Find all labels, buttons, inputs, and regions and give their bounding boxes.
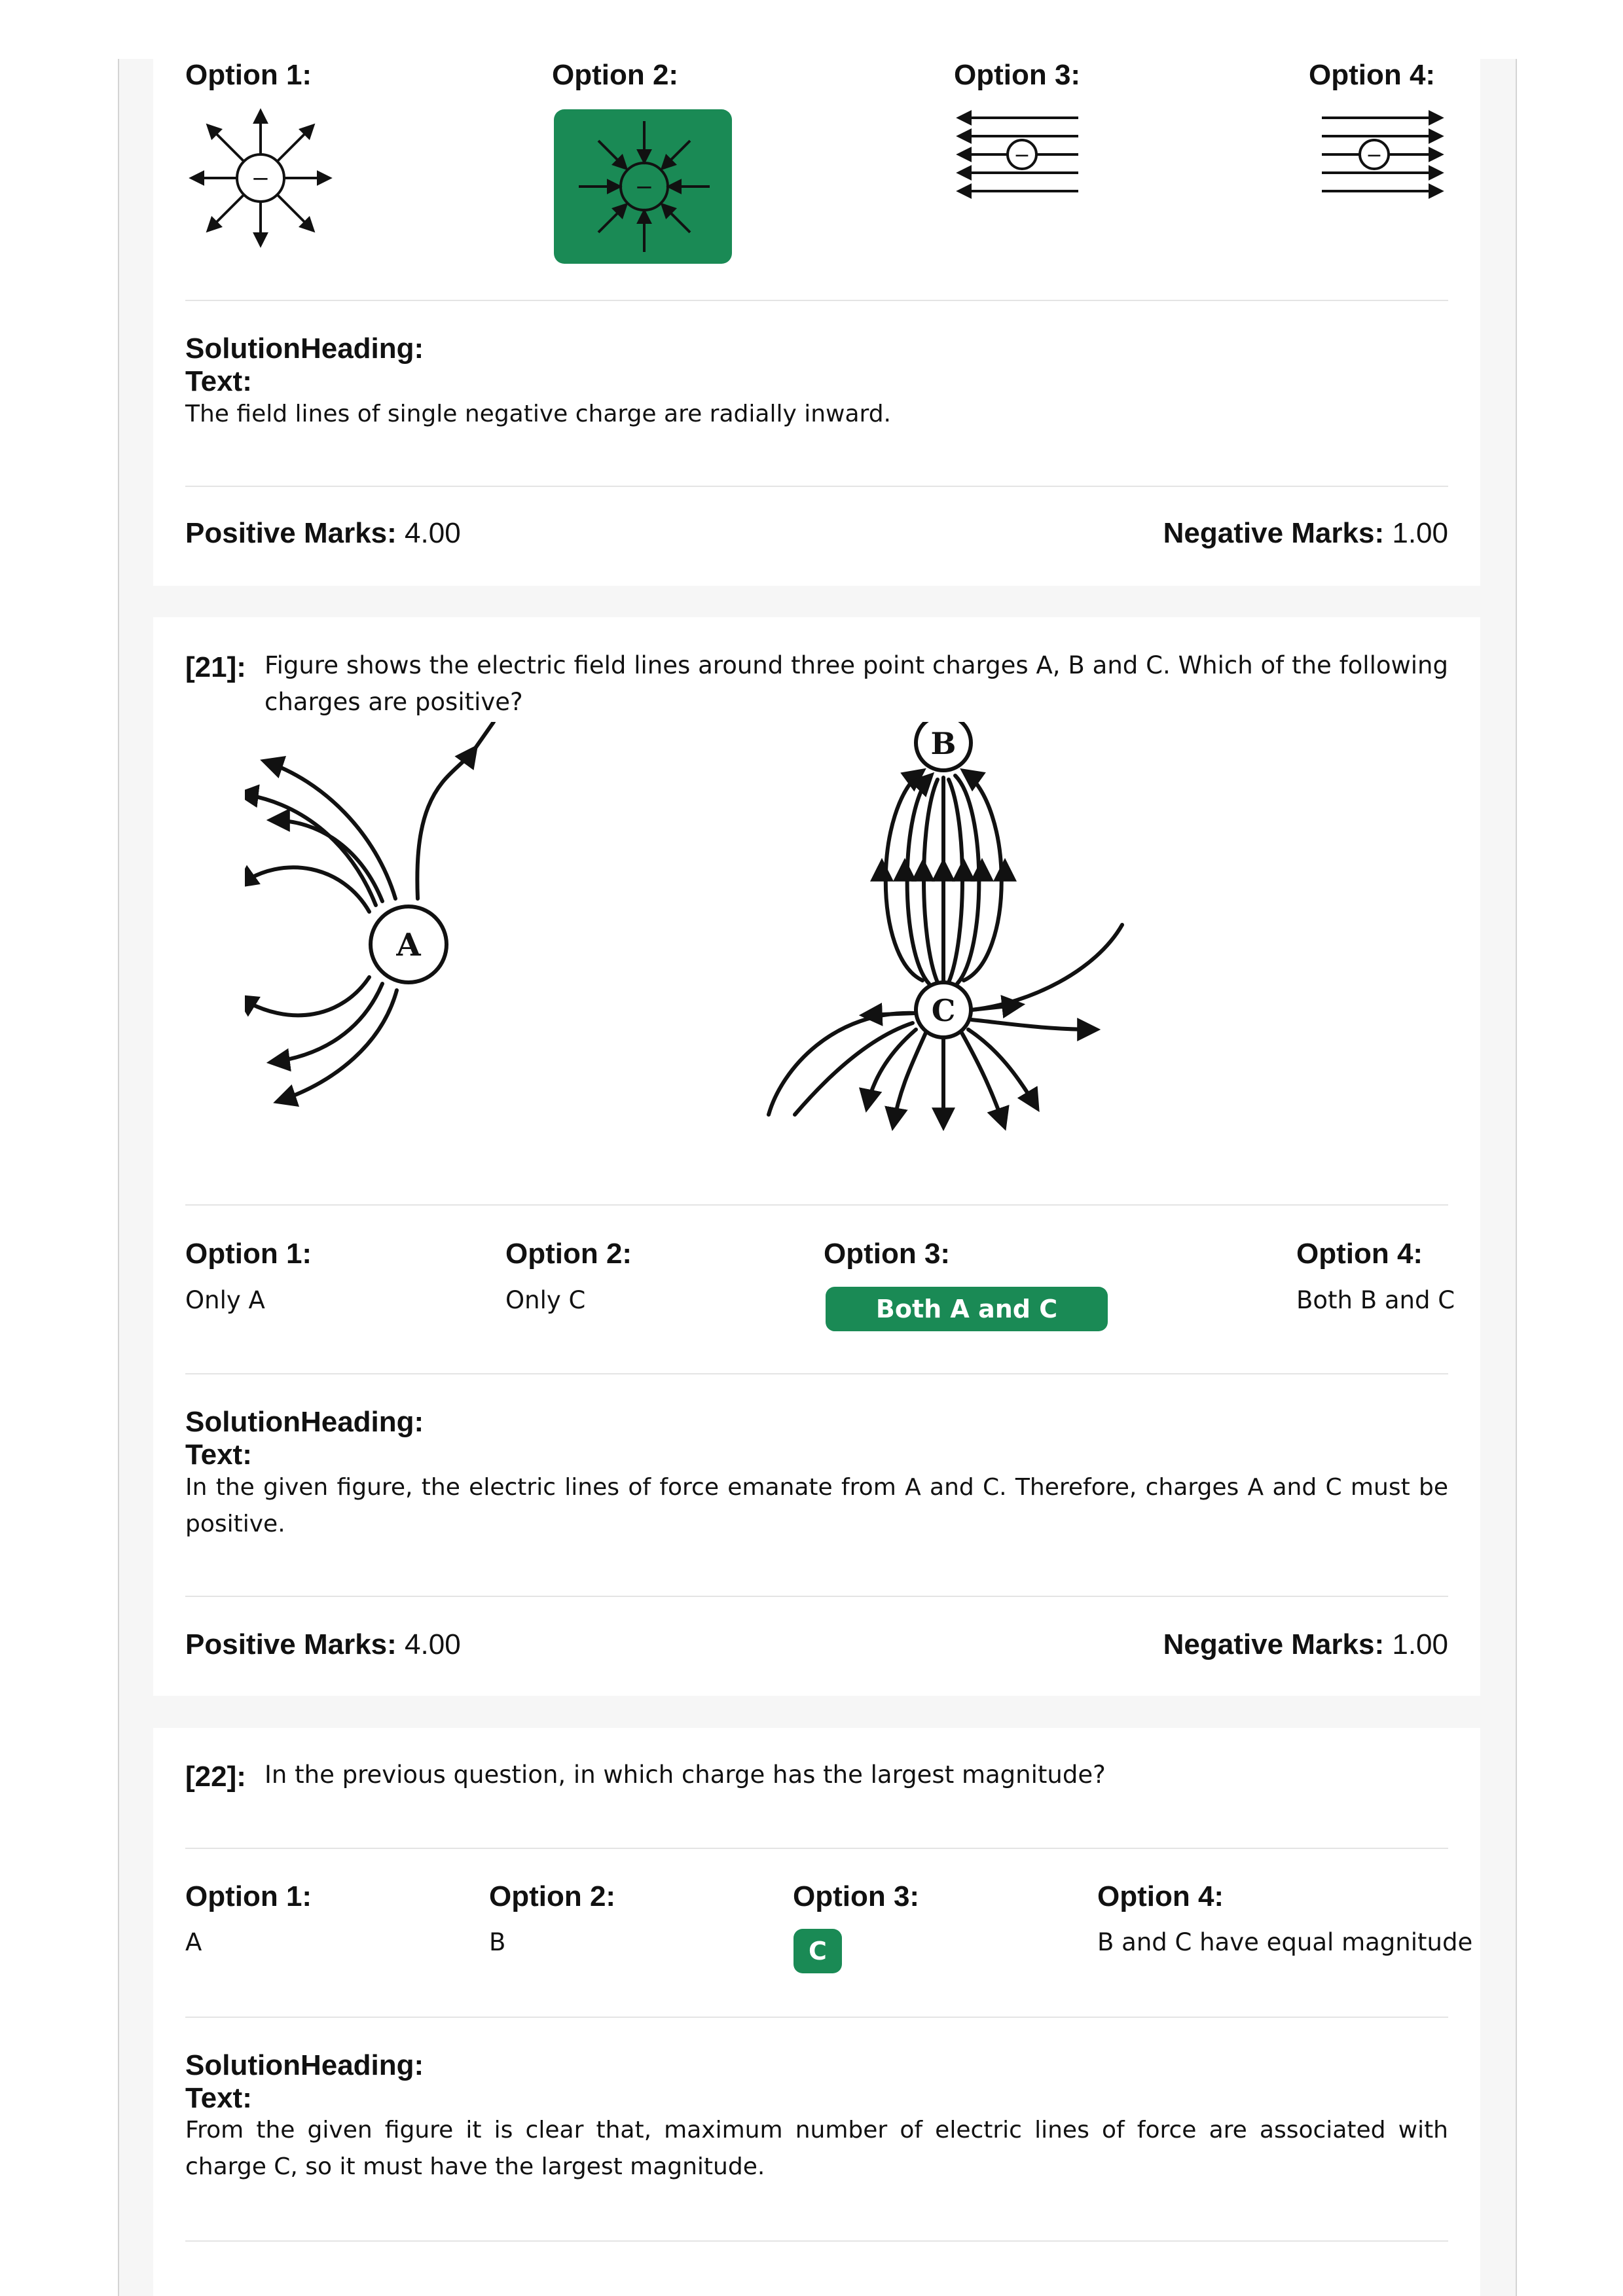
negative-marks-label: Negative Marks: — [1163, 1628, 1385, 1660]
option-3-correct-badge[interactable]: C — [793, 1929, 842, 1973]
option-3-label: Option 3: — [793, 1880, 920, 1912]
solution-heading: SolutionHeading: — [185, 2049, 424, 2081]
question-card-20 — [153, 59, 1480, 586]
option-3-uniform-left-figure[interactable] — [954, 110, 1085, 202]
svg-text:−: − — [1366, 144, 1383, 167]
charge-b-label: B — [930, 726, 957, 761]
positive-marks — [185, 517, 461, 550]
negative-marks — [1163, 517, 1448, 550]
solution-heading: SolutionHeading: — [185, 1406, 424, 1438]
positive-marks-label: Positive Marks: — [185, 1628, 397, 1660]
negative-marks — [1163, 1628, 1448, 1661]
option-4-label: Option 4: — [1309, 59, 1436, 91]
solution-text-label: Text: — [185, 1439, 252, 1471]
divider — [185, 2017, 1448, 2018]
option-2-value[interactable]: Only C — [505, 1286, 586, 1314]
svg-text:−: − — [1013, 144, 1030, 167]
option-4-value[interactable]: Both B and C — [1296, 1286, 1455, 1314]
divider — [185, 486, 1448, 487]
option-1-value[interactable]: A — [185, 1928, 202, 1956]
option-2-radial-inward-figure — [566, 115, 723, 259]
positive-marks — [185, 1628, 461, 1661]
question-text: Figure shows the electric field lines around three point charges A, B and C. Which of the following charges are positive? — [264, 651, 1448, 716]
option-2-value[interactable]: B — [489, 1928, 506, 1956]
svg-text:−: − — [634, 174, 654, 200]
option-1-label: Option 1: — [185, 1880, 312, 1912]
solution-text-label: Text: — [185, 2082, 252, 2114]
charge-a-label: A — [396, 927, 421, 963]
option-3-label: Option 3: — [954, 59, 1081, 91]
option-2-label: Option 2: — [505, 1238, 632, 1270]
option-4-label: Option 4: — [1296, 1238, 1423, 1270]
question-card-21 — [153, 617, 1480, 1696]
divider — [185, 300, 1448, 301]
option-2-label: Option 2: — [489, 1880, 616, 1912]
charge-c-label: C — [931, 993, 956, 1028]
negative-marks-value: 1.00 — [1392, 1628, 1448, 1660]
negative-marks-value: 1.00 — [1392, 517, 1448, 549]
positive-marks-value: 4.00 — [405, 1628, 461, 1660]
option-1-label: Option 1: — [185, 59, 312, 91]
option-3-label: Option 3: — [824, 1238, 951, 1270]
solution-text: In the given figure, the electric lines of force emanate from A and C. Therefore, charges A and C must be positive. — [185, 1474, 1448, 1537]
negative-marks-label: Negative Marks: — [1163, 517, 1385, 549]
option-1-radial-outward-figure[interactable] — [185, 105, 336, 255]
svg-text:−: − — [251, 166, 270, 192]
solution-text-label: Text: — [185, 365, 252, 397]
option-4-label: Option 4: — [1097, 1880, 1224, 1912]
solution-text: From the given figure it is clear that, maximum number of electric lines of force are associated with charge C, so it must have the largest magnitude. — [185, 2117, 1448, 2180]
question-card-22 — [153, 1728, 1480, 2296]
option-3-correct-badge[interactable]: Both A and C previous — [826, 1287, 1108, 1331]
positive-marks-value: 4.00 — [405, 517, 461, 549]
divider — [185, 1848, 1448, 1849]
divider — [185, 1596, 1448, 1597]
divider — [185, 1204, 1448, 1206]
question-number: [22]: — [185, 1761, 246, 1793]
question-text: In the previous question, in which charge has the largest magnitude? — [264, 1761, 1106, 1789]
option-1-value[interactable]: Only A — [185, 1286, 265, 1314]
question-number: [21]: — [185, 651, 246, 683]
option-4-value[interactable]: B and C have equal magnitude — [1097, 1928, 1473, 1956]
divider — [185, 2240, 1448, 2242]
option-2-label: Option 2: — [552, 59, 679, 91]
divider — [185, 1373, 1448, 1374]
field-lines-figure — [245, 722, 1194, 1154]
solution-heading: SolutionHeading: — [185, 332, 424, 365]
option-1-label: Option 1: — [185, 1238, 312, 1270]
positive-marks-label: Positive Marks: — [185, 517, 397, 549]
solution-text: The field lines of single negative charge are radially inward. — [185, 401, 891, 427]
option-4-uniform-right-figure[interactable] — [1315, 110, 1446, 202]
